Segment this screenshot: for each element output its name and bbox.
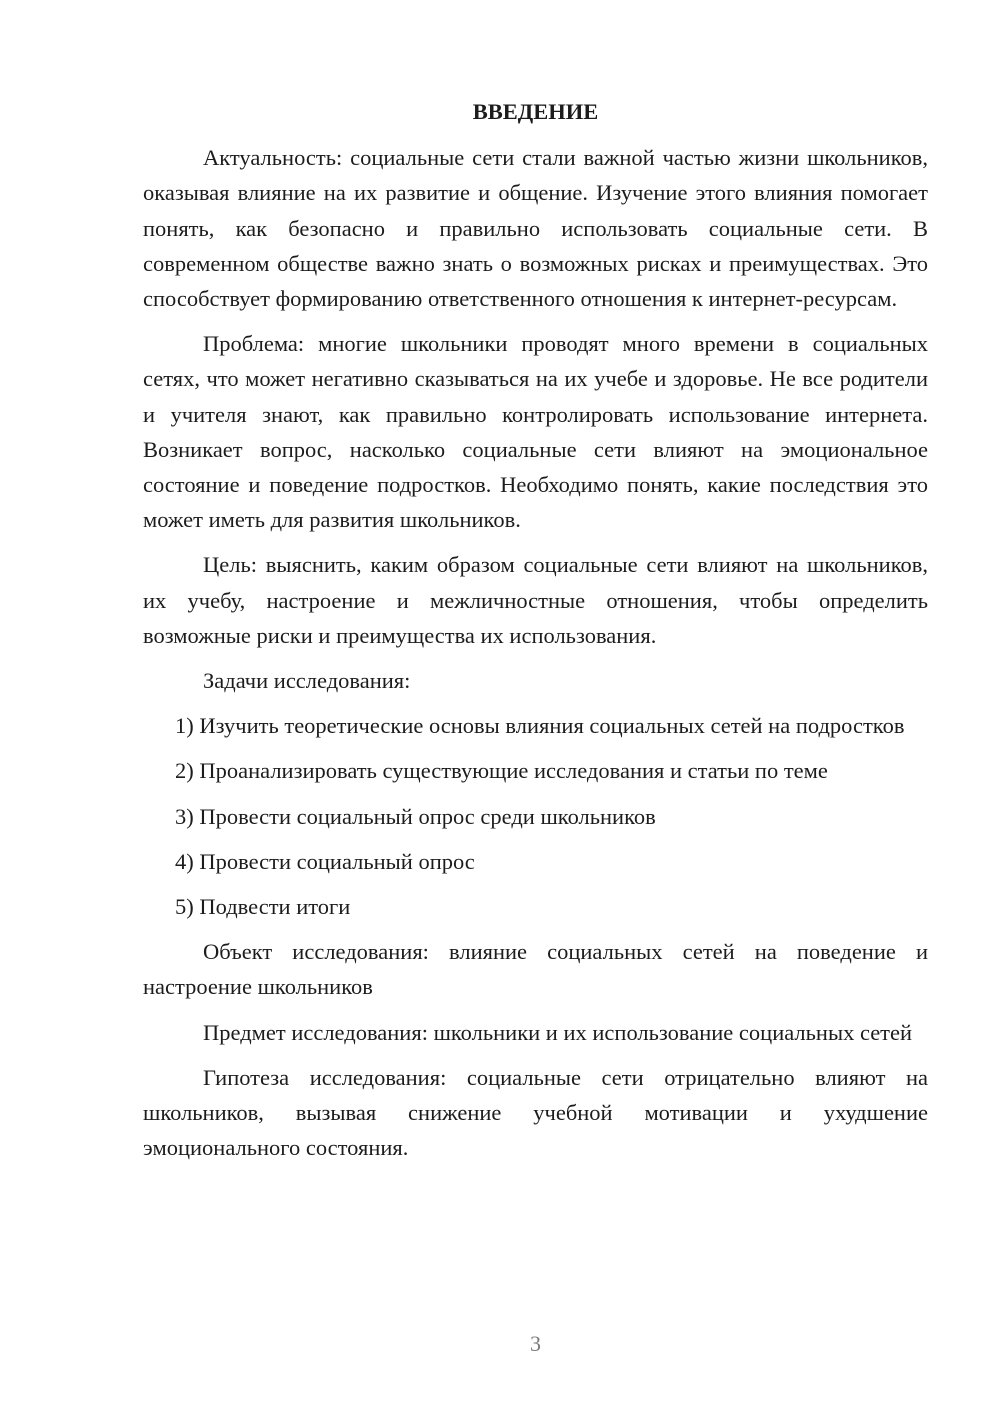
task-item-5: 5) Подвести итоги	[175, 894, 351, 920]
page-number: 3	[530, 1331, 541, 1356]
task-item-3: 3) Провести социальный опрос среди школьников	[175, 803, 656, 829]
relevance-paragraph: Актуальность: социальные сети стали важной частью жизни школьников, оказывая влияние на их развитие и общение. Изучение этого влияния помогает понять, как безопасно и правильно использовать социальные сети. В современном обществе важно знать о возможных рисках и преимуществах. Это способствует формированию ответственного отношения к интернет-ресурсам.	[143, 145, 928, 312]
page-title: ВВЕДЕНИЕ	[472, 99, 599, 124]
task-item-1: 1) Изучить теоретические основы влияния социальных сетей на подростков	[175, 713, 905, 739]
document-page	[143, 94, 928, 1175]
task-item-2: 2) Проанализировать существующие исследования и статьи по теме	[175, 758, 828, 784]
problem-paragraph: Проблема: многие школьники проводят много времени в социальных сетях, что может негативно сказываться на их учебе и здоровье. Не все родители и учителя знают, как правильно контролировать использование интернета. Возникает вопрос, насколько социальные сети влияют на эмоциональное состояние и поведение подростков. Необходимо понять, какие последствия это может иметь для развития школьников.	[143, 331, 928, 533]
hypothesis-paragraph: Гипотеза исследования: социальные сети отрицательно влияют на школьников, вызывая снижение учебной мотивации и ухудшение эмоционального состояния.	[143, 1064, 928, 1161]
goal-paragraph: Цель: выяснить, каким образом социальные сети влияют на школьников, их учебу, настроение и межличностные отношения, чтобы определить возможные риски и преимущества их использования.	[143, 552, 928, 648]
tasks-heading: Задачи исследования:	[203, 668, 411, 694]
subject-paragraph: Предмет исследования: школьники и их использование социальных сетей	[203, 1019, 913, 1045]
task-item-4: 4) Провести социальный опрос	[175, 848, 475, 874]
object-paragraph: Объект исследования: влияние социальных сетей на поведение и настроение школьников	[143, 939, 928, 1000]
